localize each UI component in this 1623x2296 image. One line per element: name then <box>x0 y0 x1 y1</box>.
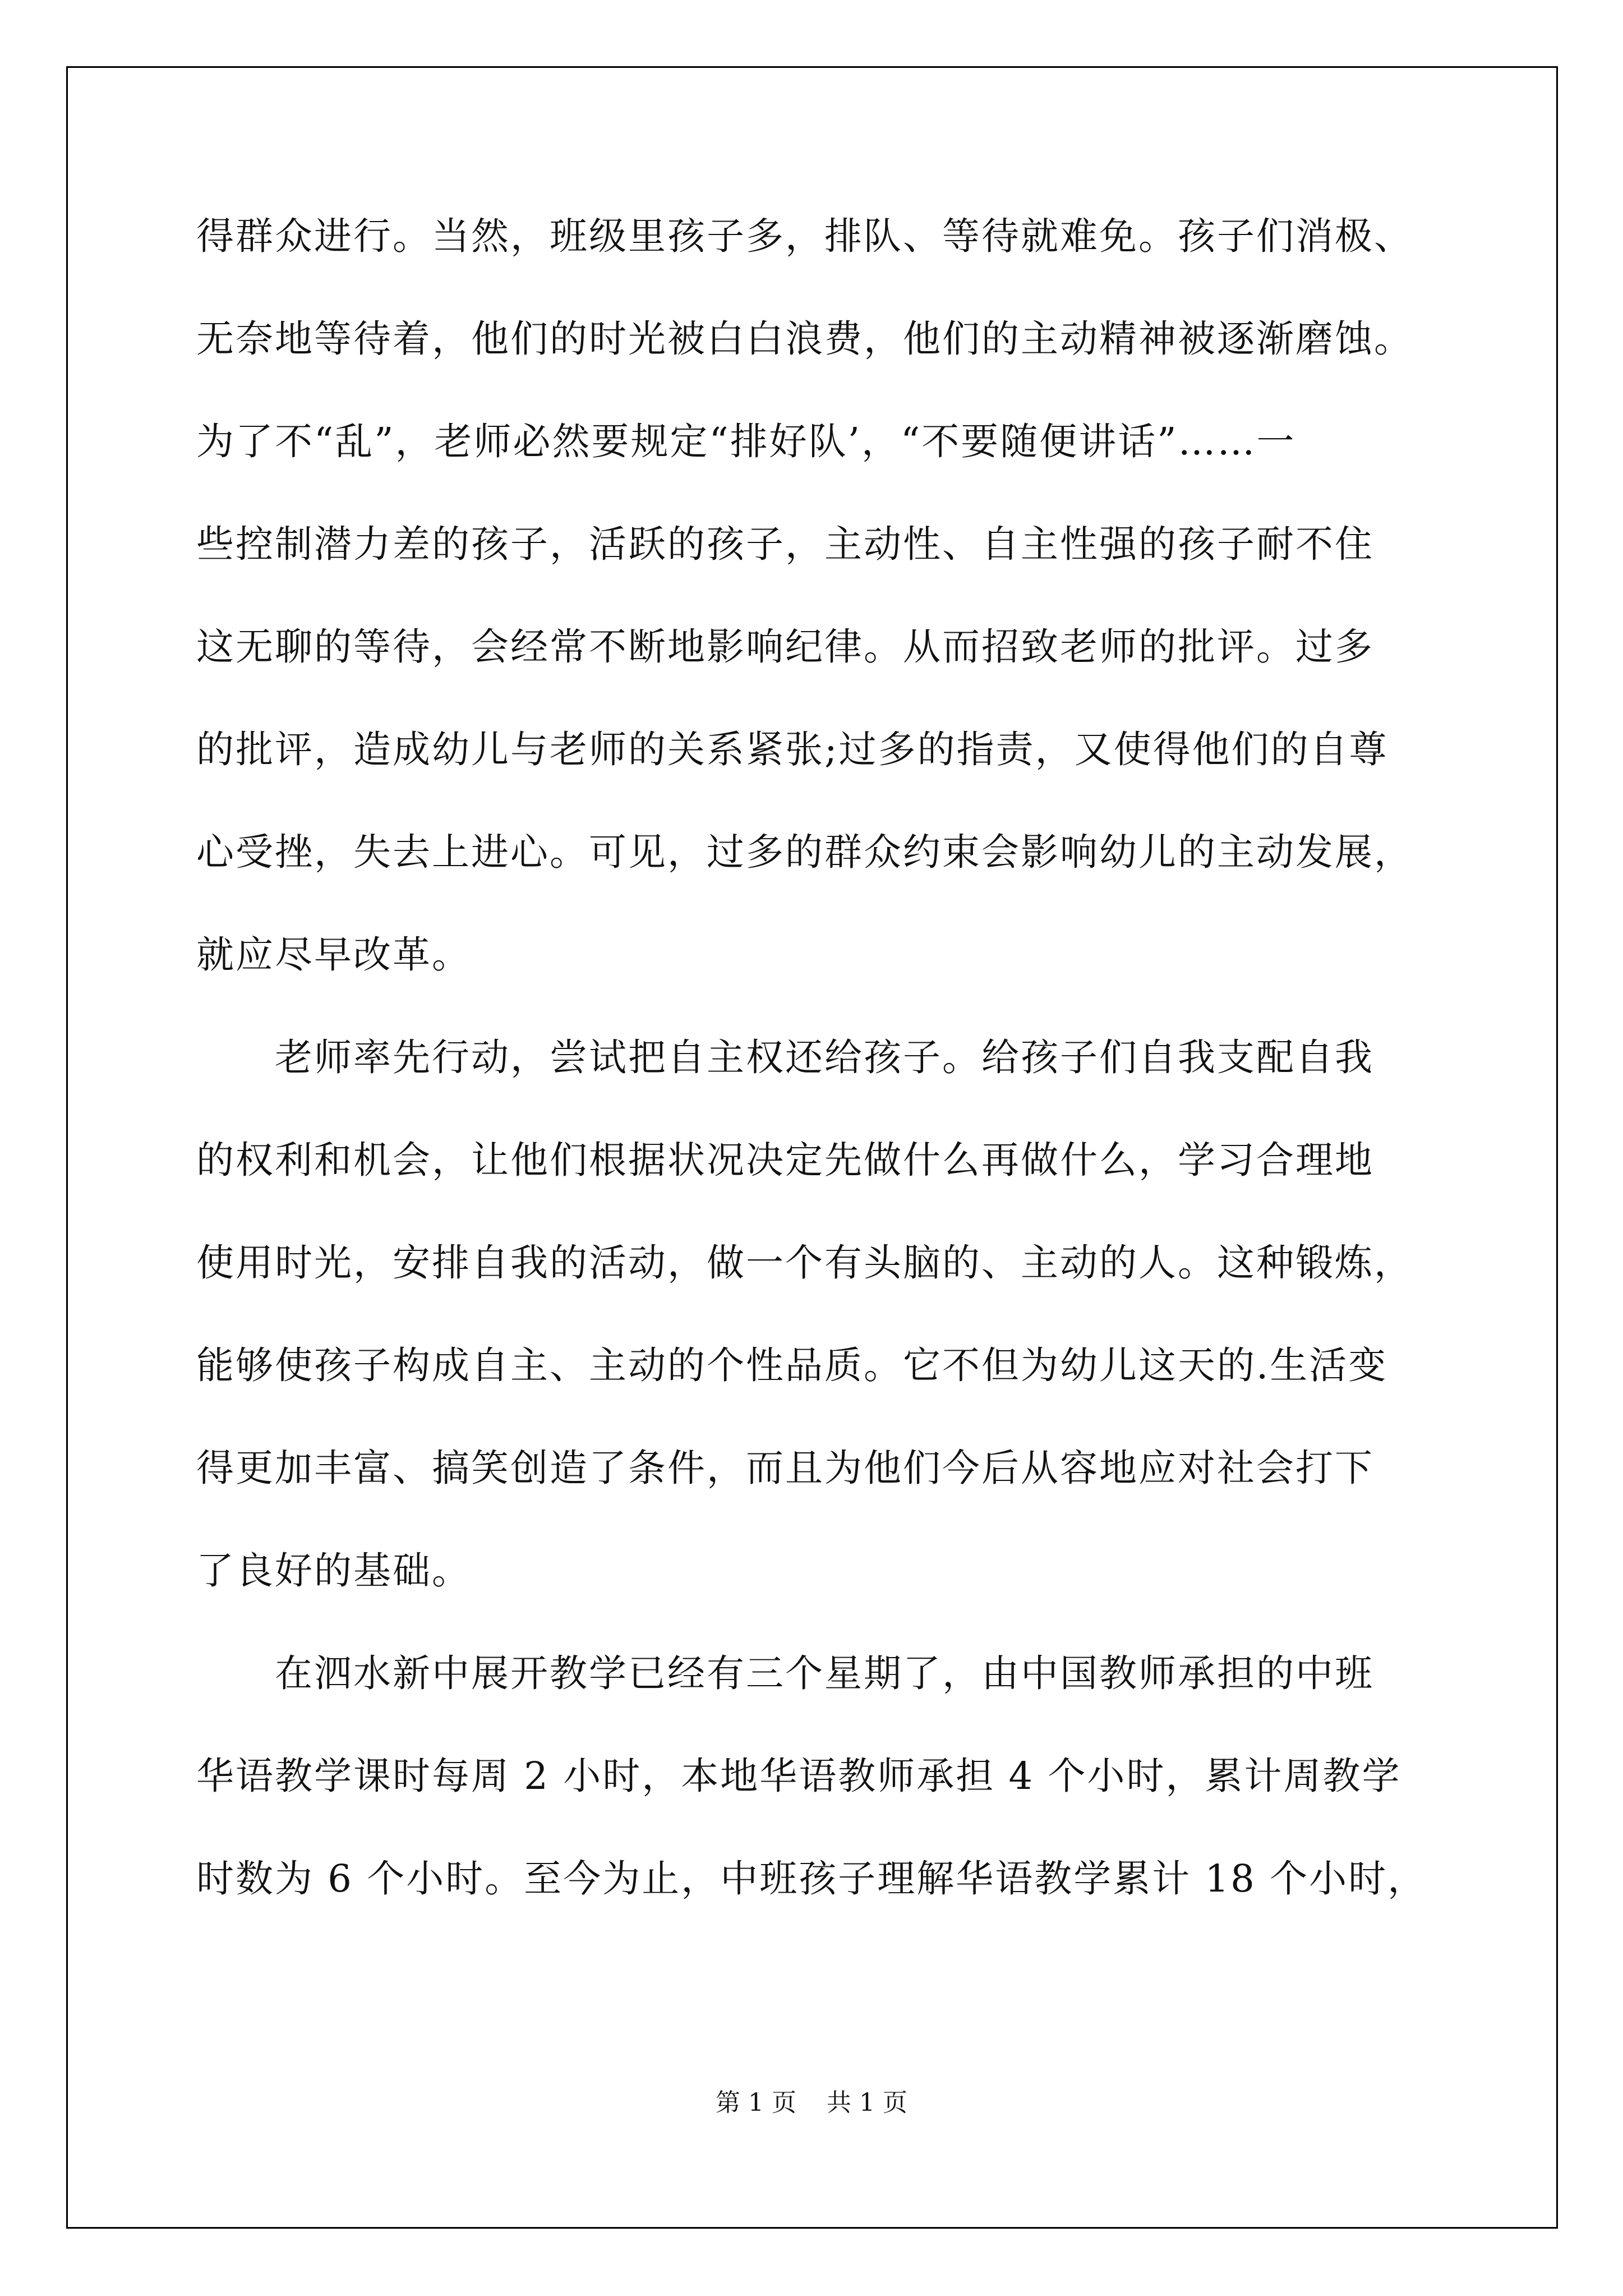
text-line: 在泗水新中展开教学已经有三个星期了，由中国教师承担的中班 <box>275 1651 1374 1695</box>
paragraph <box>196 1006 1430 1622</box>
text-line: 心受挫，失去上进心。可见，过多的群众约束会影响幼儿的主动发展， <box>196 830 1413 874</box>
page-footer <box>0 2082 1623 2118</box>
text-line: 这无聊的等待，会经常不断地影响纪律。从而招致老师的批评。过多 <box>196 625 1374 669</box>
text-line: 就应尽早改革。 <box>196 933 471 977</box>
paragraph <box>196 185 1430 1006</box>
document-body <box>196 185 1430 1930</box>
page-number: 第 1 页 <box>716 2088 796 2117</box>
text-line: 的权利和机会，让他们根据状况决定先做什么再做什么，学习合理地 <box>196 1138 1374 1182</box>
text-line: 得更加丰富、搞笑创造了条件，而且为他们今后从容地应对社会打下 <box>196 1446 1374 1490</box>
text-line: 时数为 6 个小时。至今为止，中班孩子理解华语教学累计 18 个小时， <box>196 1857 1427 1901</box>
page-total: 共 1 页 <box>827 2088 907 2117</box>
text-line: 为了不“乱”，老师必然要规定“排好队’，“不要随便讲话”……一 <box>196 420 1296 463</box>
text-line: 华语教学课时每周 2 小时，本地华语教师承担 4 个小时，累计周教学 <box>196 1754 1401 1798</box>
text-line: 的批评，造成幼儿与老师的关系紧张;过多的指责，又使得他们的自尊 <box>196 728 1389 771</box>
text-line: 使用时光，安排自我的活动，做一个有头脑的、主动的人。这种锻炼， <box>196 1241 1413 1285</box>
paragraph <box>196 1622 1430 1930</box>
text-line: 老师率先行动，尝试把自主权还给孩子。给孩子们自我支配自我 <box>275 1036 1374 1079</box>
text-line: 得群众进行。当然，班级里孩子多，排队、等待就难免。孩子们消极、 <box>196 214 1413 258</box>
text-line: 无奈地等待着，他们的时光被白白浪费，他们的主动精神被逐渐磨蚀。 <box>196 317 1413 361</box>
text-line: 些控制潜力差的孩子，活跃的孩子，主动性、自主性强的孩子耐不住 <box>196 522 1374 566</box>
text-line: 了良好的基础。 <box>196 1549 471 1593</box>
text-line: 能够使孩子构成自主、主动的个性品质。它不但为幼儿这天的.生活变 <box>196 1343 1388 1387</box>
